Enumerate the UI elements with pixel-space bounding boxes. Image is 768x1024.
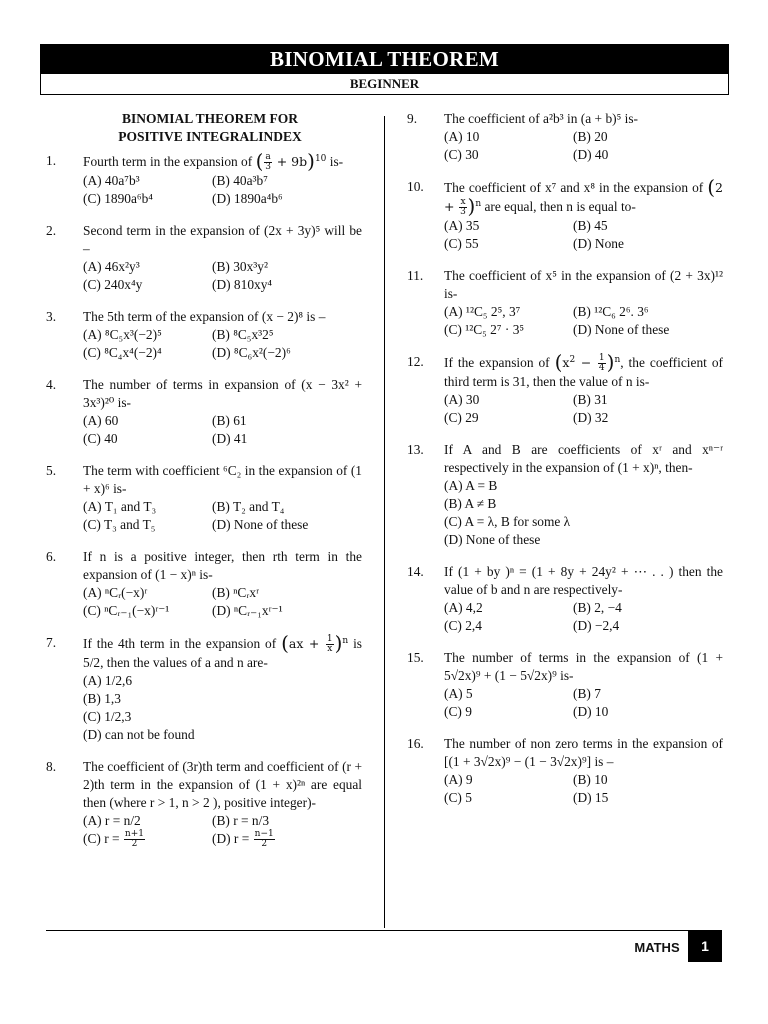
question-number: 6. [46, 549, 57, 564]
level-subtitle: BEGINNER [40, 74, 729, 95]
options [444, 303, 723, 339]
question-14 [407, 563, 723, 635]
stem-text: The coefficient of x⁷ and x⁸ in the expansion of [444, 180, 708, 195]
option-c: (C) ¹²C₅ 2⁷ · 3⁵ [444, 322, 525, 337]
option-a: (A) ⁿCᵣ(−x)ʳ [83, 585, 148, 600]
option-a: (A) ⁸C₅x³(−2)⁵ [83, 327, 162, 342]
option-c: (C) 1890a⁶b⁴ [83, 191, 153, 206]
option-c: (C) 5 [444, 790, 472, 805]
question-stem: The coefficient of a²b³ in (a + b)⁵ is- [444, 111, 639, 126]
question-2 [46, 222, 362, 294]
question-stem: The number of terms in the expansion of (1 + 5√2x)⁹ + (1 − 5√2x)⁹ is- [444, 650, 723, 683]
question-number: 9. [407, 111, 418, 126]
option-d: (D) ⁸C₆x²(−2)⁶ [212, 345, 291, 360]
option-c: (C) 29 [444, 410, 479, 425]
option-a: (A) 60 [83, 413, 119, 428]
question-number: 16. [407, 736, 424, 751]
option-d: (D) None of these [212, 517, 309, 532]
option-d: (D) 40 [573, 147, 609, 162]
option-c: (C) ⁸C₄x⁴(−2)⁴ [83, 345, 162, 360]
option-b: (B) ¹²C₆ 2⁶. 3⁶ [573, 304, 649, 319]
option-a: (A) 5 [444, 686, 473, 701]
math-expression: (2 + $\frac{x}{3}$ )$^n$ [444, 175, 723, 218]
numerator: n−1 [254, 829, 274, 840]
option-a: (A) A = B [444, 478, 498, 493]
option-a: (A) 9 [444, 772, 473, 787]
stem-text: , the coefficient of third term is 31, then the value of n is- [444, 355, 724, 389]
stem-text: If the expansion of [444, 355, 555, 370]
options [444, 391, 723, 427]
question-number: 2. [46, 223, 57, 238]
option-a: (A) 40a⁷b³ [83, 173, 140, 188]
question-16 [407, 735, 723, 807]
options [83, 672, 362, 744]
option-b: (B) ⁸C₅x³2⁵ [212, 327, 274, 342]
section-heading-line1: BINOMIAL THEOREM FOR [121, 111, 299, 126]
question-4 [46, 376, 362, 448]
option-a: (A) 10 [444, 129, 480, 144]
option-c-label: (C) r = [83, 831, 123, 846]
option-c: (C) 55 [444, 236, 479, 251]
math-expression: ( $\frac{a}{3}$ + 9b)$^{10}$ [255, 149, 327, 173]
subject-label: MATHS [634, 940, 680, 955]
option-b: (B) 2, −4 [573, 600, 622, 615]
question-10 [407, 175, 723, 253]
option-b: (B) A ≠ B [444, 496, 497, 511]
document-title: BINOMIAL THEOREM [40, 44, 729, 74]
option-d: (D) 15 [573, 790, 609, 805]
question-number: 15. [407, 650, 424, 665]
options [444, 599, 723, 635]
option-c: (C) T₃ and T₅ [83, 517, 156, 532]
options [444, 128, 723, 164]
question-stem: The coefficient of (3r)th term and coefficient of (r + 2)th term in the expansion of (1 + x)²ⁿ are equal then (where r > 1, n > 2 ), positive integer)- [83, 759, 362, 810]
question-15 [407, 649, 723, 721]
option-a: (A) ¹²C₅ 2⁵, 3⁷ [444, 304, 521, 319]
fraction [254, 830, 275, 849]
question-stem: If n is a positive integer, then rth term in the expansion of (1 − x)ⁿ is- [83, 549, 362, 582]
options [83, 584, 362, 620]
options [444, 771, 723, 807]
option-c: (C) 30 [444, 147, 479, 162]
option-d: (D) None of these [444, 532, 541, 547]
question-8 [46, 758, 362, 849]
option-b: (B) 30x³y² [212, 259, 269, 274]
question-stem: If A and B are coefficients of xʳ and xⁿ⁻ʳ respectively in the expansion of (1 + x)ⁿ, then- [444, 442, 723, 475]
question-number: 13. [407, 442, 424, 457]
option-c [83, 830, 212, 849]
question-stem [444, 175, 723, 218]
question-number: 3. [46, 309, 57, 324]
options [83, 498, 362, 534]
option-d: (D) 1890a⁴b⁶ [212, 191, 283, 206]
question-number: 10. [407, 179, 424, 194]
options [83, 258, 362, 294]
question-3 [46, 308, 362, 362]
options [444, 477, 723, 549]
numerator: n+1 [124, 829, 144, 840]
fraction [124, 830, 145, 849]
question-stem: The coefficient of x⁵ in the expansion of (2 + 3x)¹² is- [444, 268, 723, 301]
question-number: 8. [46, 759, 57, 774]
question-stem: If (1 + by )ⁿ = (1 + 8y + 24y² + ⋯ . . ) then the value of b and n are respectively- [444, 564, 723, 597]
question-number: 7. [46, 635, 57, 650]
option-b: (B) T₂ and T₄ [212, 499, 285, 514]
question-13 [407, 441, 723, 549]
option-d: (D) 41 [212, 431, 248, 446]
stem-text: is- [326, 154, 344, 169]
option-c: (C) 1/2,3 [83, 709, 132, 724]
denominator: 2 [131, 839, 138, 850]
options [444, 685, 723, 721]
option-b: (B) 1,3 [83, 691, 121, 706]
question-11 [407, 267, 723, 339]
option-c: (C) 2,4 [444, 618, 482, 633]
option-a: (A) T₁ and T₃ [83, 499, 157, 514]
option-d: (D) can not be found [83, 727, 195, 742]
option-d: (D) ⁿCᵣ₋₁xʳ⁻¹ [212, 603, 283, 618]
option-b: (B) 7 [573, 686, 601, 701]
question-number: 11. [407, 268, 424, 283]
section-heading [46, 110, 362, 146]
option-b: (B) 31 [573, 392, 608, 407]
option-c: (C) 40 [83, 431, 118, 446]
question-stem: The 5th term of the expansion of (x − 2)⁸ is – [83, 309, 326, 324]
question-12 [407, 350, 724, 427]
option-d: (D) None of these [573, 322, 670, 337]
denominator: 2 [261, 839, 268, 850]
left-column [46, 110, 362, 863]
question-6 [46, 548, 362, 620]
option-d: (D) 10 [573, 704, 609, 719]
option-b: (B) 10 [573, 772, 608, 787]
option-b: (B) ⁿCᵣxʳ [212, 585, 260, 600]
option-c: (C) 240x⁴y [83, 277, 143, 292]
option-a: (A) r = n/2 [83, 813, 141, 828]
option-a: (A) 4,2 [444, 600, 483, 615]
options [83, 326, 362, 362]
question-9 [407, 110, 723, 164]
question-stem: Second term in the expansion of (2x + 3y)⁵ will be – [83, 223, 362, 256]
stem-text: If the 4th term in the expansion of [83, 636, 282, 651]
question-5 [46, 462, 362, 534]
option-a: (A) 1/2,6 [83, 673, 133, 688]
option-c: (C) 9 [444, 704, 472, 719]
option-c: (C) ⁿCᵣ₋₁(−x)ʳ⁻¹ [83, 603, 170, 618]
column-divider [384, 116, 385, 928]
question-stem: The number of non zero terms in the expansion of [(1 + 3√2x)⁹ − (1 − 3√2x)⁹] is – [444, 736, 723, 769]
math-expression: (ax + $\frac{1}{x}$ )$^n$ [281, 631, 349, 655]
question-stem [83, 149, 362, 173]
question-stem: The number of terms in expansion of (x − 3x² + 3x³)²⁰ is- [83, 377, 362, 410]
page-number: 1 [688, 931, 722, 962]
math-expression: ($x^2$ − $\frac{1}{4}$ )$^n$ [554, 350, 621, 374]
options [444, 217, 723, 253]
option-a: (A) 46x²y³ [83, 259, 140, 274]
option-d [212, 830, 362, 849]
question-stem: The term with coefficient ⁶C₂ in the expansion of (1 + x)⁶ is- [83, 463, 362, 496]
option-d: (D) 810xy⁴ [212, 277, 273, 292]
footer-rule [46, 930, 722, 931]
question-number: 12. [407, 354, 424, 369]
option-b: (B) r = n/3 [212, 813, 270, 828]
option-b: (B) 20 [573, 129, 608, 144]
options [83, 812, 362, 849]
option-c: (C) A = λ, B for some λ [444, 514, 571, 529]
option-d: (D) None [573, 236, 624, 251]
question-1 [46, 149, 362, 208]
right-column [407, 110, 723, 821]
option-b: (B) 61 [212, 413, 247, 428]
stem-text: are equal, then n is equal to- [481, 199, 636, 214]
question-7 [46, 631, 362, 744]
option-b: (B) 40a³b⁷ [212, 173, 268, 188]
option-b: (B) 45 [573, 218, 608, 233]
option-d: (D) 32 [573, 410, 609, 425]
question-stem [83, 631, 362, 672]
option-d: (D) −2,4 [573, 618, 620, 633]
stem-text: is 5/2, then the values of a and n are- [83, 636, 362, 670]
options [83, 412, 362, 448]
question-number: 14. [407, 564, 424, 579]
section-heading-line2: POSITIVE INTEGRALINDEX [118, 129, 302, 144]
question-number: 4. [46, 377, 57, 392]
question-stem [444, 350, 724, 391]
option-a: (A) 30 [444, 392, 480, 407]
question-number: 5. [46, 463, 57, 478]
options [83, 172, 362, 208]
option-d-label: (D) r = [212, 831, 253, 846]
option-a: (A) 35 [444, 218, 480, 233]
question-number: 1. [46, 153, 57, 168]
stem-text: Fourth term in the expansion of [83, 154, 256, 169]
